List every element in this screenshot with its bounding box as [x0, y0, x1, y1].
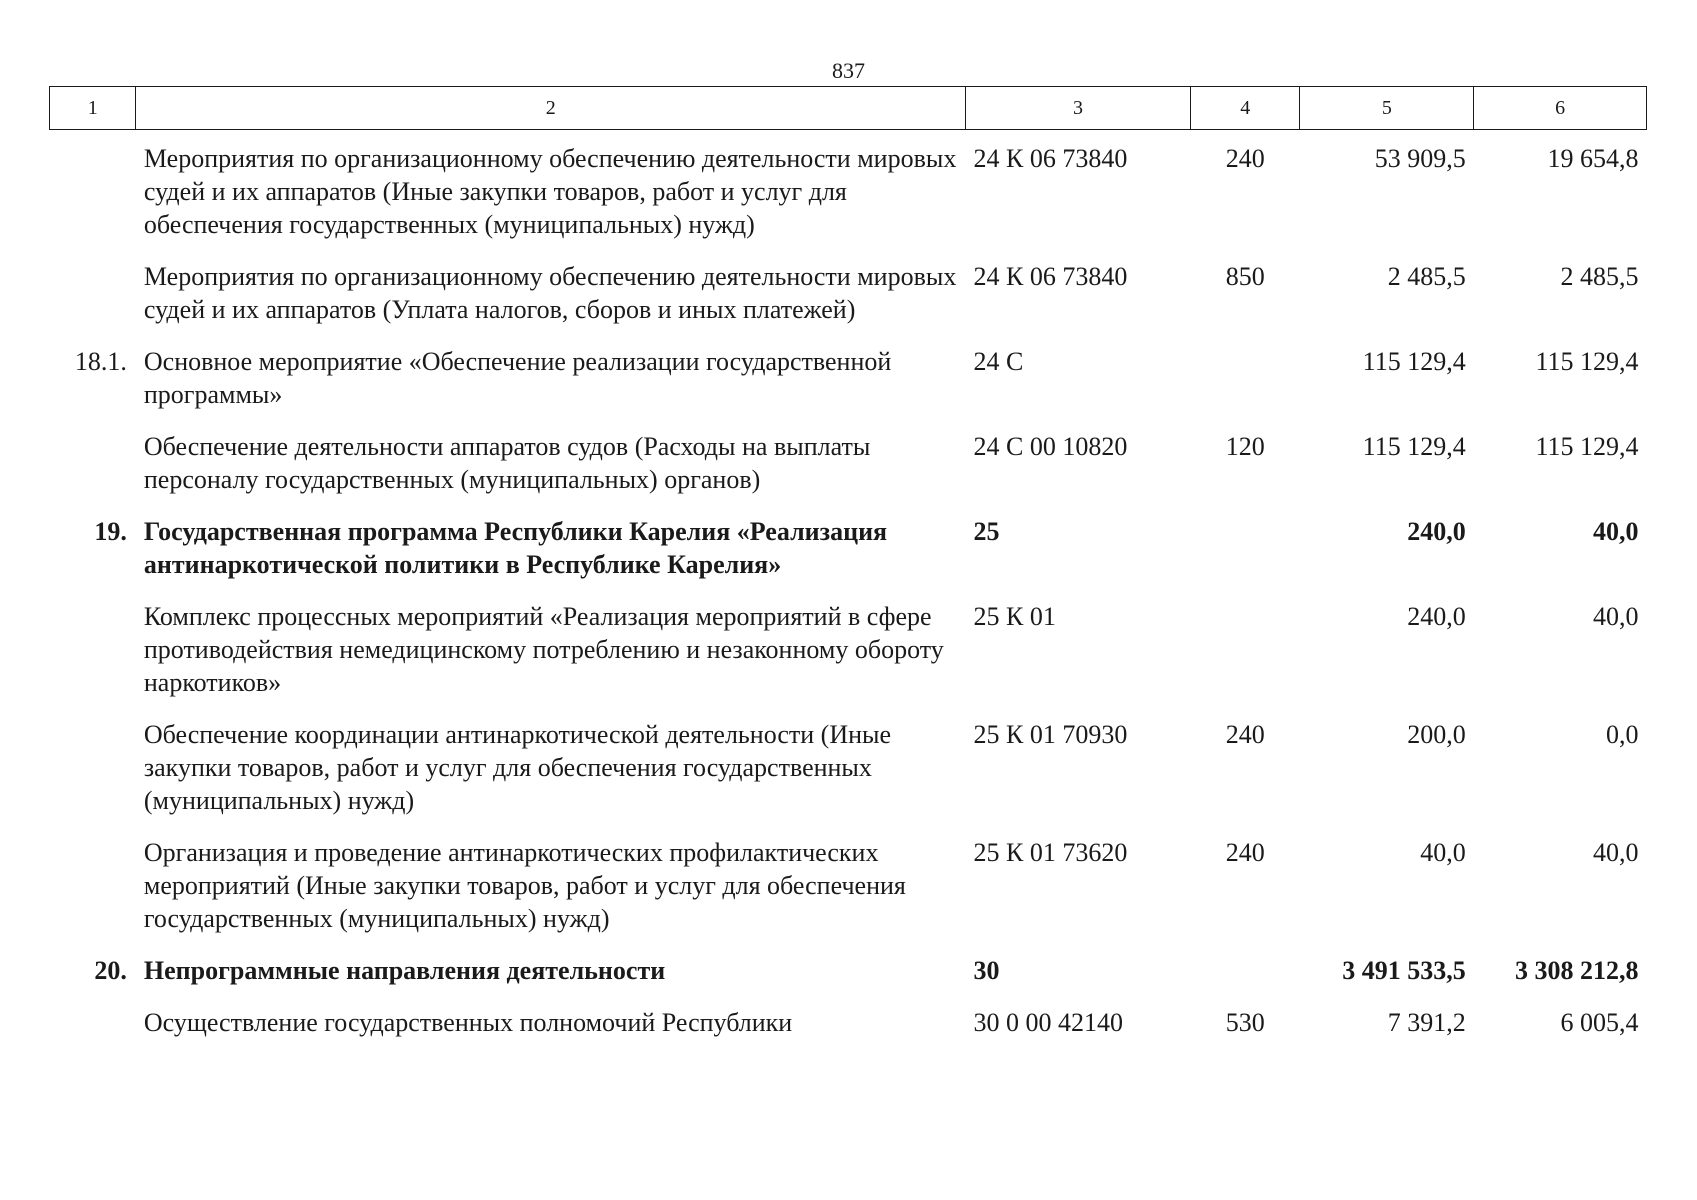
row-number [50, 250, 136, 335]
row-amount-col5: 7 391,2 [1387, 1008, 1466, 1037]
row-amount-col5: 115 129,4 [1362, 347, 1466, 376]
table-header [50, 87, 1647, 130]
page-number: 837 [832, 58, 865, 83]
table-row [50, 590, 1647, 708]
row-name: Организация и проведение антинаркотических профилактических мероприятий (Иные закупки товаров, работ и услуг для обеспечения государственных (муниципальных) нужд) [143, 838, 906, 933]
row-target-code: 25 К 01 [973, 602, 1056, 631]
row-amount-col5: 200,0 [1407, 720, 1466, 749]
row-name: Обеспечение деятельности аппаратов судов (Расходы на выплаты персоналу государственных (муниципальных) органов) [143, 432, 871, 494]
row-target-code: 25 К 01 70930 [973, 720, 1128, 749]
row-name: Комплекс процессных мероприятий «Реализация мероприятий в сфере противодействия немедицинскому потреблению и незаконному обороту наркотиков» [143, 602, 944, 697]
row-expense-type [1190, 505, 1299, 590]
budget-table-container [49, 86, 1647, 1048]
row-target-code: 24 С 00 10820 [973, 432, 1128, 461]
header-col-3: 3 [966, 87, 1191, 130]
row-expense-type: 240 [1225, 144, 1265, 173]
row-number [50, 708, 136, 826]
row-name: Мероприятия по организационному обеспечению деятельности мировых судей и их аппаратов (Иные закупки товаров, работ и услуг для обеспечения государственных (муниципальных) нужд) [143, 144, 957, 239]
row-target-code: 24 К 06 73840 [973, 144, 1128, 173]
row-target-code: 24 К 06 73840 [973, 262, 1128, 291]
budget-table [49, 86, 1647, 1048]
row-amount-col6: 115 129,4 [1535, 347, 1639, 376]
header-col-2: 2 [136, 87, 966, 130]
row-amount-col5: 40,0 [1420, 838, 1466, 867]
table-row [50, 708, 1647, 826]
row-expense-type: 530 [1225, 1008, 1265, 1037]
row-number [50, 996, 136, 1048]
row-expense-type: 120 [1225, 432, 1265, 461]
table-row [50, 420, 1647, 505]
row-amount-col5: 2 485,5 [1387, 262, 1466, 291]
row-expense-type: 850 [1225, 262, 1265, 291]
row-amount-col6: 6 005,4 [1560, 1008, 1639, 1037]
header-col-1: 1 [50, 87, 136, 130]
row-number [50, 130, 136, 251]
row-target-code: 24 С [973, 347, 1024, 376]
row-name: Государственная программа Республики Карелия «Реализация антинаркотической политики в Республике Карелия» [143, 517, 888, 579]
row-expense-type [1190, 944, 1299, 996]
row-target-code: 25 [973, 517, 1000, 546]
row-amount-col6: 19 654,8 [1547, 144, 1639, 173]
row-amount-col5: 240,0 [1407, 517, 1466, 546]
row-expense-type [1190, 335, 1299, 420]
row-number [50, 590, 136, 708]
table-row [50, 505, 1647, 590]
row-target-code: 25 К 01 73620 [973, 838, 1128, 867]
table-row [50, 944, 1647, 996]
header-col-4: 4 [1190, 87, 1299, 130]
row-target-code: 30 0 00 42140 [973, 1008, 1123, 1037]
row-number: 20. [94, 956, 127, 985]
table-row [50, 250, 1647, 335]
row-name: Мероприятия по организационному обеспечению деятельности мировых судей и их аппаратов (Уплата налогов, сборов и иных платежей) [143, 262, 957, 324]
row-number [50, 826, 136, 944]
row-expense-type [1190, 590, 1299, 708]
row-amount-col6: 40,0 [1593, 517, 1639, 546]
row-amount-col6: 40,0 [1593, 838, 1639, 867]
row-amount-col6: 3 308 212,8 [1515, 956, 1639, 985]
table-row [50, 996, 1647, 1048]
table-row [50, 335, 1647, 420]
row-target-code: 30 [973, 956, 1000, 985]
row-amount-col5: 3 491 533,5 [1342, 956, 1466, 985]
row-name: Обеспечение координации антинаркотической деятельности (Иные закупки товаров, работ и услуг для обеспечения государственных (муниципальных) нужд) [143, 720, 892, 815]
row-number: 18.1. [74, 347, 127, 376]
header-col-5: 5 [1300, 87, 1474, 130]
row-number [50, 420, 136, 505]
table-row [50, 130, 1647, 251]
row-amount-col5: 115 129,4 [1362, 432, 1466, 461]
header-col-6: 6 [1474, 87, 1647, 130]
header-row [50, 87, 1647, 130]
row-name: Основное мероприятие «Обеспечение реализации государственной программы» [143, 347, 892, 409]
row-expense-type: 240 [1225, 838, 1265, 867]
table-body [50, 130, 1647, 1049]
row-amount-col6: 115 129,4 [1535, 432, 1639, 461]
row-name: Непрограммные направления деятельности [143, 956, 666, 985]
table-row [50, 826, 1647, 944]
row-expense-type: 240 [1225, 720, 1265, 749]
row-amount-col6: 2 485,5 [1560, 262, 1639, 291]
row-amount-col6: 40,0 [1593, 602, 1639, 631]
row-amount-col5: 240,0 [1407, 602, 1466, 631]
row-name: Осуществление государственных полномочий Республики [143, 1008, 793, 1037]
row-amount-col6: 0,0 [1606, 720, 1639, 749]
row-amount-col5: 53 909,5 [1374, 144, 1466, 173]
row-number: 19. [94, 517, 127, 546]
